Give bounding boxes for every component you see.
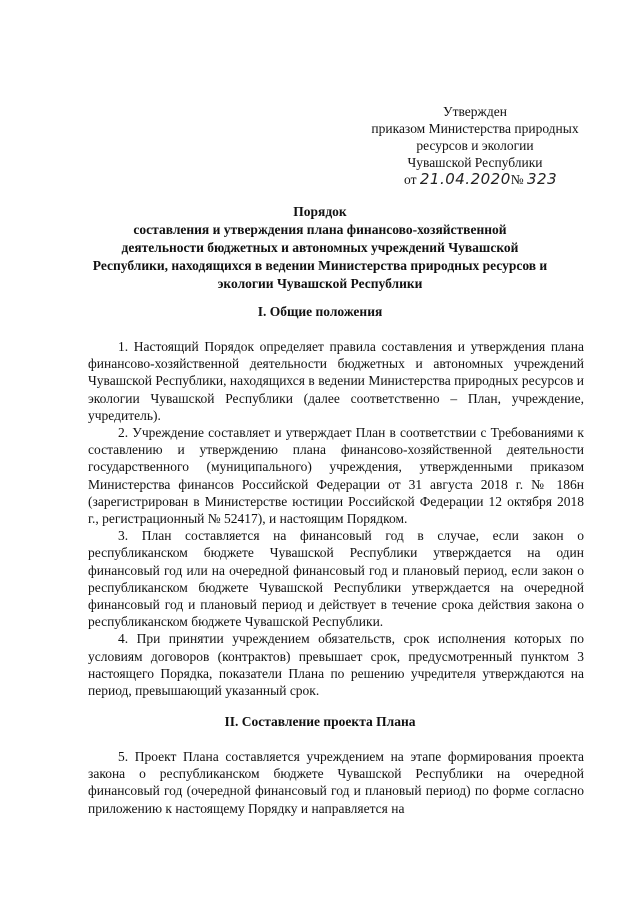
handwritten-number: 323 [527, 170, 558, 188]
handwritten-date: 21.04.2020 [419, 170, 511, 188]
section-1-body [88, 338, 584, 699]
paragraph-3: 3. План составляется на финансовый год в случае, если закон о республиканском бюджете Чувашской Республики утверждается на один финансовый год или на очередной финансовый год и плановый период, если закон о республиканском бюджете Чувашской Республики утверждается на очередной финансовый год и плановый период и действует в течение срока действия закона о республиканском бюджете Чувашской Республики. [88, 528, 584, 630]
title-line-1: Порядок [293, 204, 347, 219]
paragraph-5: 5. Проект Плана составляется учреждением на этапе формирования проекта закона о республиканском бюджете Чувашской Республики на очередной финансовый год (очередной финансовый год и плановый период) по форме согласно приложению к настоящему Порядку и направляется на [88, 749, 584, 816]
approval-line-2: приказом Министерства природных [371, 121, 579, 136]
approval-line-1: Утвержден [443, 104, 507, 119]
number-label: № [510, 172, 524, 187]
approval-line-4: Чувашской Республики [407, 155, 543, 170]
approval-stamp [340, 103, 610, 188]
document-title [86, 203, 554, 293]
paragraph-2: 2. Учреждение составляет и утверждает План в соответствии с Требованиями к составлению и утверждению плана финансово-хозяйственной деятельности государственного (муниципального) учреждения, утвержденными приказом Министерства финансов Российской Федерации от 31 августа 2018 г. № 186н (зарегистрирован в Министерстве юстиции Российской Федерации 12 октября 2018 г., регистрационный № 52417), и настоящим Порядком. [88, 425, 584, 527]
title-line-5: экологии Чувашской Республики [217, 276, 423, 291]
paragraph-1: 1. Настоящий Порядок определяет правила составления и утверждения плана финансово-хозяйственной деятельности бюджетных и автономных учреждений Чувашской Республики, находящихся в ведении Министерства природных ресурсов и экологии Чувашской Республики (далее соответственно – План, учреждение, учредитель). [88, 339, 584, 423]
paragraph-4: 4. При принятии учреждением обязательств, срок исполнения которых по условиям договоров (контрактов) превышает срок, предусмотренный пунктом 3 настоящего Порядка, показатели Плана по решению учредителя утверждаются на период, превышающий указанный срок. [88, 631, 584, 699]
title-line-4: Республики, находящихся в ведении Министерства природных ресурсов и [92, 258, 548, 273]
section-2-body [88, 748, 584, 817]
section-1-heading: I. Общие положения [257, 304, 383, 319]
approval-line-3: ресурсов и экологии [416, 138, 534, 153]
section-2-heading: II. Составление проекта Плана [224, 714, 416, 729]
title-line-3: деятельности бюджетных и автономных учреждений Чувашской [121, 240, 519, 255]
approval-order-line [340, 171, 610, 188]
from-label: от [404, 172, 417, 187]
title-line-2: составления и утверждения плана финансово-хозяйственной [133, 222, 507, 237]
